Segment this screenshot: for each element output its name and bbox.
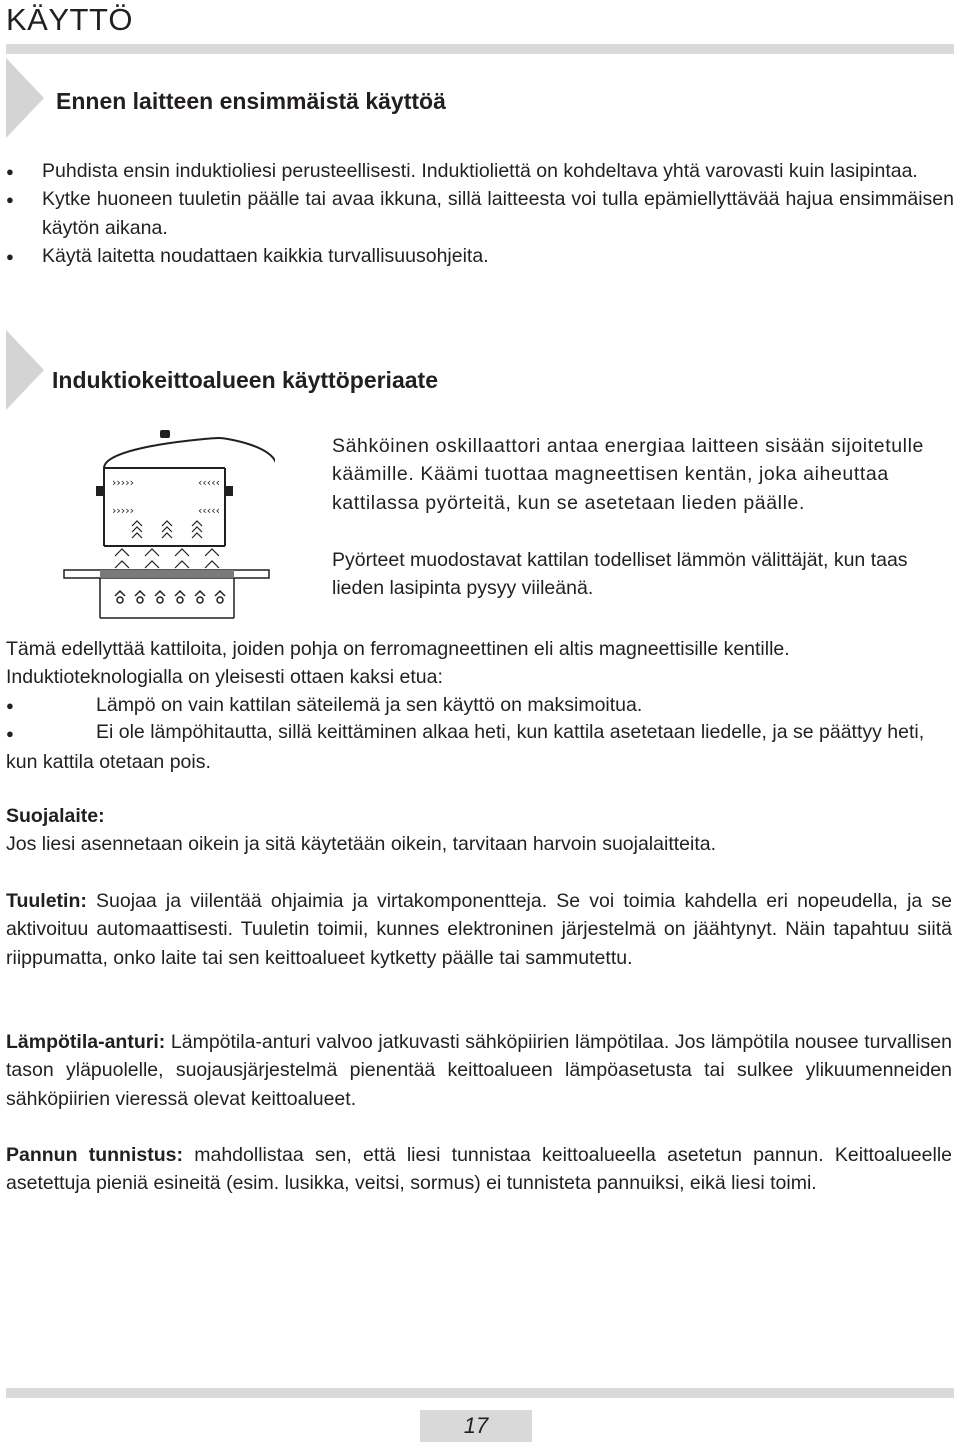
section-triangle-icon (6, 330, 44, 410)
svg-text:›››››: ››››› (112, 476, 134, 489)
list-item: ● Kytke huoneen tuuletin päälle tai avaa ikkuna, sillä laitteesta voi tulla epämiellyttävää hajua ensimmäisen käytön aikana. (6, 185, 954, 242)
protection-heading: Suojalaite: (6, 805, 105, 827)
body-paragraph: Induktioteknologialla on yleisesti ottaen kaksi etua: (6, 666, 443, 688)
first-use-list (6, 157, 954, 270)
page-title: KÄYTTÖ (6, 2, 134, 37)
list-item: ● Käytä laitetta noudattaen kaikkia turvallisuusohjeita. (6, 242, 954, 270)
bullet-icon: ● (6, 698, 14, 713)
pot-handle-right (225, 486, 233, 496)
lid-knob-icon (160, 430, 170, 438)
list-item: ● Puhdista ensin induktioliesi perusteellisesti. Induktioliettä on kohdeltava yhtä varovasti kuin lasipintaa. (6, 157, 954, 185)
page-number: 17 (420, 1410, 532, 1442)
top-divider (6, 44, 954, 54)
advantage-item: ● Ei ole lämpöhitautta, sillä keittäminen alkaa heti, kun kattila asetetaan liedelle, ja se päättyy heti, kun kattila otetaan pois. (6, 721, 925, 774)
bullet-icon: ● (6, 726, 14, 741)
principle-text-2: Pyörteet muodostavat kattilan todelliset lämmön välittäjät, kun taas lieden lasipinta pysyy viileänä. (332, 549, 908, 600)
svg-text:‹‹‹‹‹: ‹‹‹‹‹ (198, 476, 220, 489)
induction-diagram (60, 428, 275, 620)
advantage-item: ● Lämpö on vain kattilan säteilemä ja sen käyttö on maksimoitua. (6, 691, 956, 720)
section-triangle-icon (6, 58, 44, 138)
section-heading-first-use: Ennen laitteen ensimmäistä käyttöä (56, 88, 446, 114)
fan-label: Tuuletin: (6, 890, 87, 912)
pan-paragraph: Pannun tunnistus: mahdollistaa sen, että liesi tunnistaa keittoalueella asetetun pannun. Keittoalueelle asetettuja pieniä esineitä (esim. lusikka, veitsi, sormus) ei tunnisteta pannuiksi, eikä liesi toimi. (6, 1144, 952, 1195)
sensor-label: Lämpötila-anturi: (6, 1031, 166, 1053)
pot-handle-left (96, 486, 104, 496)
svg-text:‹‹‹‹‹: ‹‹‹‹‹ (198, 504, 220, 517)
pan-label: Pannun tunnistus: (6, 1144, 183, 1166)
sensor-paragraph: Lämpötila-anturi: Lämpötila-anturi valvoo jatkuvasti sähköpiirien lämpötilaa. Jos lämpötila nousee turvallisen tason yläpuolelle, suojausjärjestelmä pienentää keittoalueen lämpöasetusta tai sulkee ylikuumenneiden sähköpiirien vieressä olevat keittoalueet. (6, 1031, 952, 1110)
section-heading-principle: Induktiokeittoalueen käyttöperiaate (52, 367, 438, 393)
protection-text: Jos liesi asennetaan oikein ja sitä käytetään oikein, tarvitaan harvoin suojalaitteita. (6, 833, 717, 855)
svg-text:›››››: ››››› (112, 504, 134, 517)
bottom-divider (6, 1388, 954, 1398)
principle-text-1: Sähköinen oskillaattori antaa energiaa laitteen sisään sijoitetulle käämille. Käämi tuottaa magneettisen kentän, joka aiheuttaa kattilassa pyörteitä, kun se asetetaan lieden päälle. (332, 435, 924, 514)
body-paragraph: Tämä edellyttää kattiloita, joiden pohja on ferromagneettinen eli altis magneettisille kentille. (6, 638, 790, 660)
fan-paragraph: Tuuletin: Suojaa ja viilentää ohjaimia ja virtakomponentteja. Se voi toimia kahdella eri nopeudella, ja se aktivoituu automaattisesti. Tuuletin toimii, kunnes elektroninen järjestelmä on jäähtynyt. Näin tapahtuu siitä riippumatta, onko laite tai sen keittoalueet kytketty päälle tai sammutettu. (6, 890, 952, 969)
